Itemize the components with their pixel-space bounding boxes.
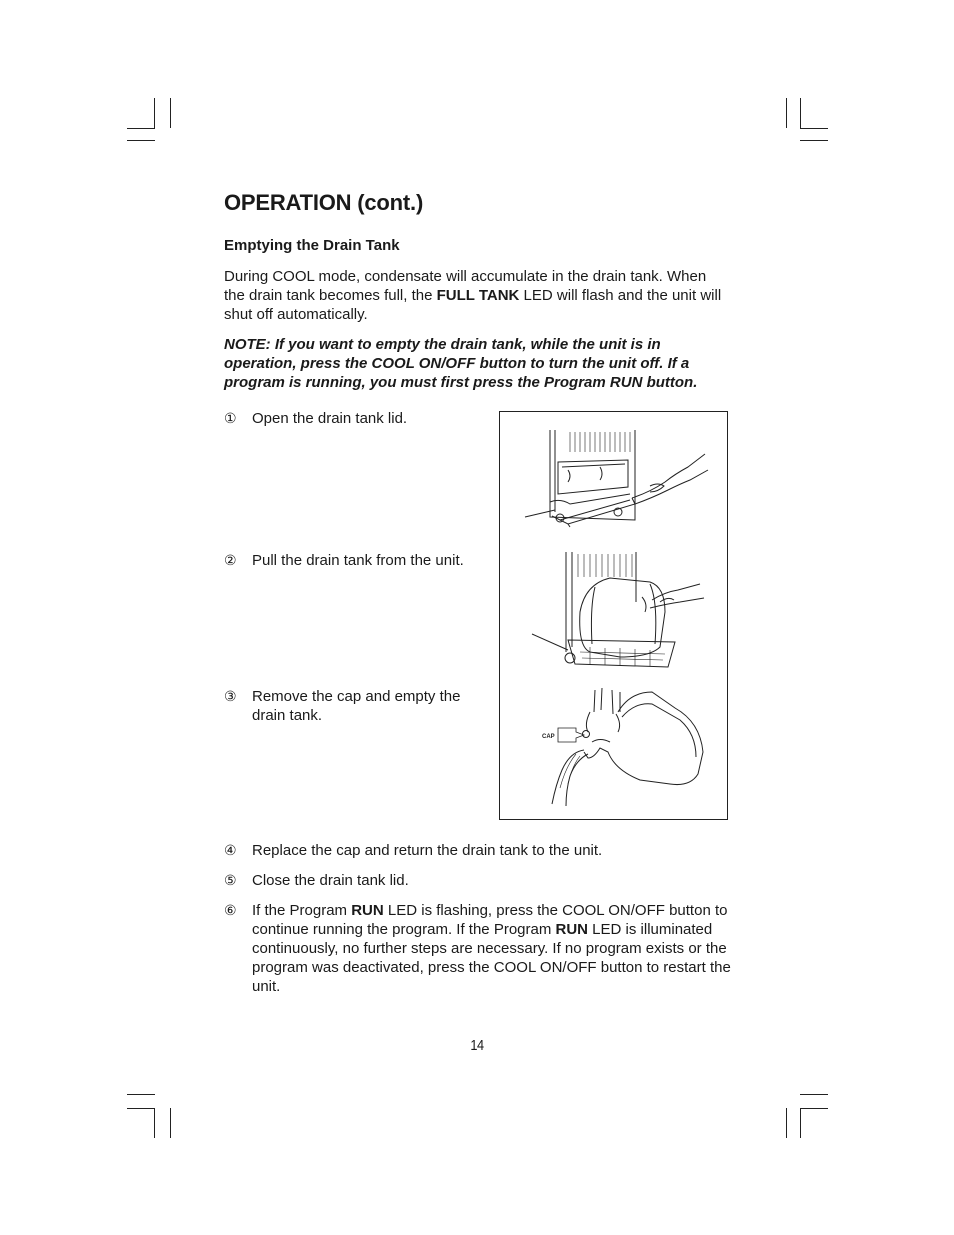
- crop-mark: [800, 1108, 828, 1109]
- crop-mark: [154, 1108, 155, 1138]
- crop-mark: [800, 98, 801, 128]
- step-text: Open the drain tank lid.: [252, 410, 408, 427]
- step-number: ④: [224, 842, 237, 858]
- crop-mark: [800, 140, 828, 141]
- crop-mark: [127, 128, 155, 129]
- step-1: [224, 409, 484, 428]
- crop-mark: [786, 1108, 787, 1138]
- step-6: [224, 901, 732, 996]
- pull-tank-drawing: [532, 552, 704, 667]
- page-title: OPERATION (cont.): [224, 190, 424, 215]
- step-number: ①: [224, 410, 237, 426]
- intro-paragraph: [224, 267, 724, 324]
- crop-mark: [127, 140, 155, 141]
- step-text: [252, 901, 732, 996]
- run-label: RUN: [555, 921, 589, 938]
- section-heading: Emptying the Drain Tank: [224, 237, 400, 254]
- cap-label: CAP: [542, 734, 555, 740]
- step-number: ②: [224, 552, 237, 568]
- open-lid-drawing: [525, 430, 708, 527]
- step-text-part: LED is flashing, press the COOL ON/OFF button to continue running the program. If the Program: [252, 902, 728, 938]
- empty-tank-drawing: [542, 688, 703, 806]
- crop-mark: [127, 1094, 155, 1095]
- crop-mark: [800, 1094, 828, 1095]
- run-label: RUN: [351, 902, 384, 919]
- step-5: [224, 871, 704, 890]
- note-paragraph: NOTE: If you want to empty the drain tank, while the unit is in operation, press the COOL ON/OFF button to turn the unit off. If a program is running, you must first press the Program RUN button.: [224, 336, 698, 391]
- step-number: ⑥: [224, 902, 237, 918]
- crop-mark: [170, 98, 171, 128]
- intro-text: During COOL mode, condensate will accumulate in the drain tank. When the drain tank becomes full, the: [224, 268, 707, 304]
- step-text: Close the drain tank lid.: [252, 872, 409, 889]
- crop-mark: [170, 1108, 171, 1138]
- crop-mark: [154, 98, 155, 128]
- step-3: [224, 687, 484, 725]
- crop-mark: [786, 98, 787, 128]
- step-number: ③: [224, 688, 237, 704]
- step-text: Replace the cap and return the drain tank to the unit.: [252, 842, 603, 859]
- crop-mark: [127, 1108, 155, 1109]
- step-2: [224, 551, 489, 570]
- crop-mark: [800, 128, 828, 129]
- step-text-part: LED is illuminated continuously, no further steps are necessary. If no program exists or the program was deactivated, press the COOL ON/OFF button to restart the unit.: [252, 921, 731, 995]
- drain-tank-illustration: [499, 411, 728, 820]
- crop-mark: [800, 1108, 801, 1138]
- step-4: [224, 841, 704, 860]
- step-text: Pull the drain tank from the unit.: [252, 552, 464, 569]
- full-tank-label: FULL TANK: [436, 287, 520, 304]
- step-number: ⑤: [224, 872, 237, 888]
- step-text-part: If the Program: [252, 902, 352, 919]
- intro-text: LED will flash and the unit will shut off automatically.: [224, 287, 722, 323]
- page-number: 14: [470, 1037, 484, 1054]
- step-text: Remove the cap and empty the drain tank.: [252, 688, 461, 724]
